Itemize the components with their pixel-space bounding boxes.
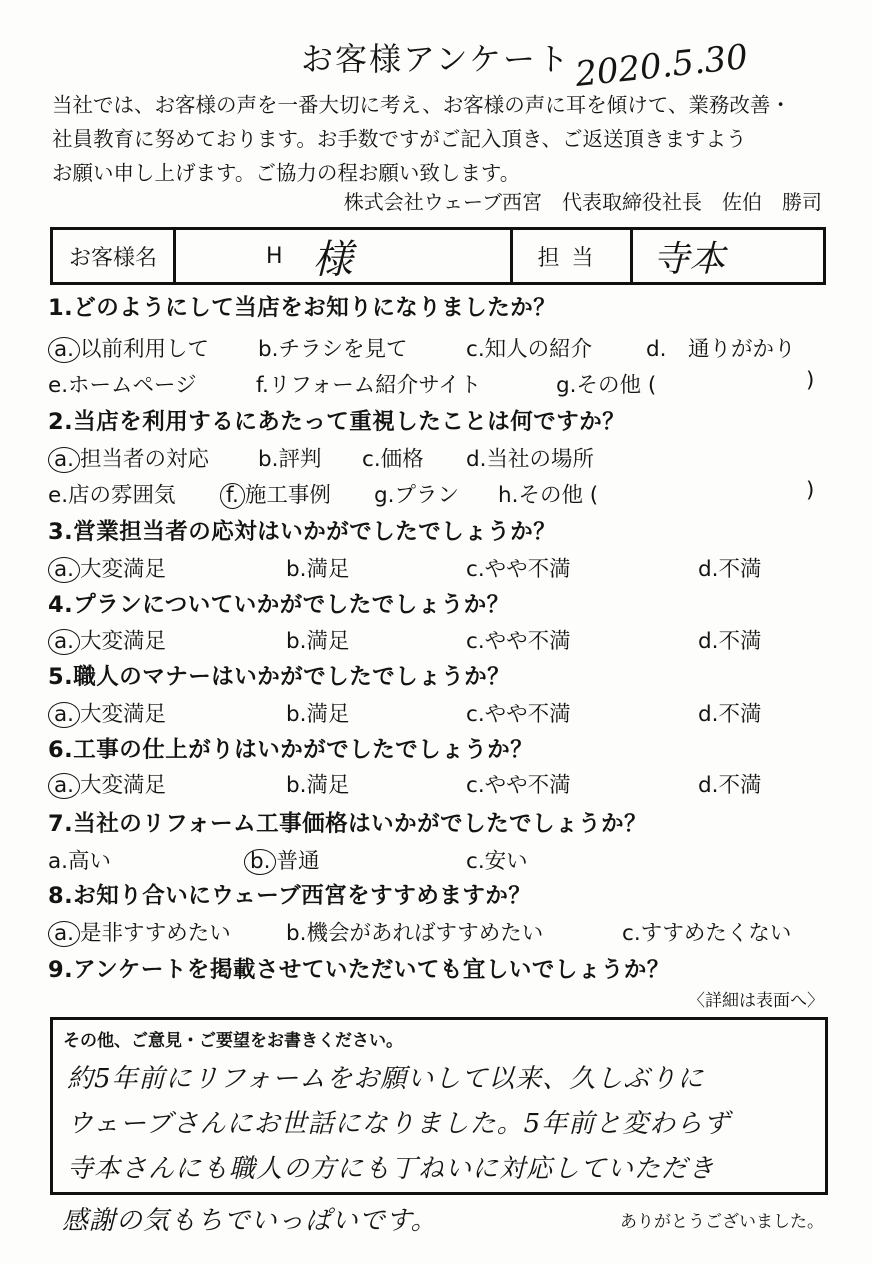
q7-option-a[interactable]: a.高い [48, 849, 112, 874]
q2-option-c[interactable]: c.価格 [362, 447, 424, 472]
q8-option-a[interactable] [48, 916, 231, 947]
q1-option-a[interactable] [48, 332, 209, 363]
answer-circle: a. [48, 702, 80, 728]
question-7: 7.当社のリフォーム工事価格はいかがでしたでしょうか？ [48, 811, 648, 837]
staff-name-field[interactable]: 寺本 [653, 238, 726, 280]
q3-option-b[interactable]: b.満足 [286, 557, 350, 582]
question-9: 9.アンケートを掲載させていただいても宜しいでしょうか？ [48, 957, 670, 983]
option-label: 大変満足 [80, 557, 167, 582]
option-label: 担当者の対応 [80, 447, 210, 472]
customer-suffix: 様 [312, 236, 353, 283]
question-5: 5.職人のマナーはいかがでしたでしょうか？ [48, 664, 511, 690]
q1-option-b[interactable]: b.チラシを見て [258, 337, 408, 362]
intro-line: 当社では、お客様の声を一番大切に考え、お客様の声に耳を傾けて、業務改善・ [52, 93, 791, 117]
q4-option-b[interactable]: b.満足 [286, 629, 350, 654]
q2-option-h-close: ) [806, 478, 815, 503]
handwritten-date: 2020.5.30 [573, 37, 750, 95]
option-label: 大変満足 [80, 702, 167, 727]
q6-option-b[interactable]: b.満足 [286, 773, 350, 798]
q2-option-b[interactable]: b.評判 [258, 447, 322, 472]
thanks-text: ありがとうございました。 [620, 1212, 824, 1232]
question-3: 3.営業担当者の応対はいかがでしたでしょうか？ [48, 519, 557, 545]
q3-option-c[interactable]: c.やや不満 [466, 557, 571, 582]
q5-option-c[interactable]: c.やや不満 [466, 702, 571, 727]
q2-option-a[interactable] [48, 442, 209, 473]
q6-option-a[interactable] [48, 768, 166, 799]
option-label: 以前利用して [80, 337, 210, 362]
q2-option-g[interactable]: g.プラン [374, 483, 459, 508]
q5-option-a[interactable] [48, 697, 166, 728]
q6-option-d[interactable]: d.不満 [698, 773, 762, 798]
option-label: 普通 [276, 849, 320, 874]
customer-name-field[interactable] [176, 230, 513, 282]
customer-info-table [50, 227, 826, 285]
question-6: 6.工事の仕上がりはいかがでしたでしょうか？ [48, 737, 534, 763]
question-2: 2.当店を利用するにあたって重視したことは何ですか？ [48, 409, 626, 435]
option-label: 施工事例 [244, 483, 331, 508]
q1-option-f[interactable]: f.リフォーム紹介サイト [256, 373, 482, 398]
q1-option-g[interactable]: g.その他 ( [556, 373, 657, 398]
option-label: 是非すすめたい [80, 921, 231, 946]
answer-circle: a. [48, 773, 80, 799]
answer-circle: a. [48, 921, 80, 947]
comment-line: 約5年前にリフォームをお願いして以来、久しぶりに [67, 1064, 705, 1094]
intro-line: お願い申し上げます。ご協力の程お願い致します。 [52, 161, 521, 185]
intro-text [52, 88, 791, 190]
q1-option-c[interactable]: c.知人の紹介 [466, 337, 593, 362]
question-1: 1.どのようにして当店をお知りになりましたか？ [48, 295, 557, 321]
answer-circle: a. [48, 337, 80, 363]
q3-option-d[interactable]: d.不満 [698, 557, 762, 582]
comment-box[interactable] [50, 1017, 828, 1195]
q6-option-c[interactable]: c.やや不満 [466, 773, 571, 798]
q8-option-b[interactable]: b.機会があればすすめたい [286, 921, 544, 946]
q5-option-b[interactable]: b.満足 [286, 702, 350, 727]
q7-option-c[interactable]: c.安い [466, 849, 528, 874]
q7-option-b[interactable] [244, 844, 320, 875]
q8-option-c[interactable]: c.すすめたくない [622, 921, 792, 946]
comment-line: ウェーブさんにお世話になりました。5年前と変わらず [67, 1109, 731, 1139]
answer-circle: a. [48, 447, 80, 473]
question-4: 4.プランについていかがでしたでしょうか？ [48, 592, 510, 618]
detail-note: 〈詳細は表面へ〉 [688, 991, 824, 1011]
q2-option-e[interactable]: e.店の雰囲気 [48, 483, 176, 508]
q5-option-d[interactable]: d.不満 [698, 702, 762, 727]
q2-option-h[interactable]: h.その他 ( [498, 483, 599, 508]
q3-option-a[interactable] [48, 552, 166, 583]
answer-circle: b. [244, 849, 276, 875]
comment-label: その他、ご意見・ご要望をお書きください。 [63, 1031, 403, 1051]
staff-label: 担当 [513, 230, 633, 282]
survey-title: お客様アンケート [300, 40, 572, 78]
answer-circle: a. [48, 629, 80, 655]
intro-line: 社員教育に努めております。お手数ですがご記入頂き、ご返送頂きますよう [52, 127, 747, 151]
q4-option-c[interactable]: c.やや不満 [466, 629, 571, 654]
option-label: 大変満足 [80, 773, 167, 798]
question-8: 8.お知り合いにウェーブ西宮をすすめますか？ [48, 883, 532, 909]
q4-option-a[interactable] [48, 624, 166, 655]
q2-option-f[interactable] [220, 478, 331, 509]
comment-line: 寺本さんにも職人の方にも丁ねいに対応していただき [67, 1154, 716, 1184]
q2-option-d[interactable]: d.当社の場所 [466, 447, 594, 472]
customer-name-label: お客様名 [53, 230, 176, 282]
company-signature: 株式会社ウェーブ西宮 代表取締役社長 佐伯 勝司 [343, 190, 822, 214]
customer-initial: H [266, 243, 283, 269]
q1-option-g-close: ) [806, 368, 815, 393]
comment-line-overflow: 感謝の気もちでいっぱいです。 [62, 1206, 438, 1236]
answer-circle: f. [220, 483, 245, 509]
answer-circle: a. [48, 557, 80, 583]
q4-option-d[interactable]: d.不満 [698, 629, 762, 654]
option-label: 大変満足 [80, 629, 167, 654]
q1-option-d[interactable]: d. 通りがかり [646, 337, 796, 362]
q1-option-e[interactable]: e.ホームページ [48, 373, 197, 398]
